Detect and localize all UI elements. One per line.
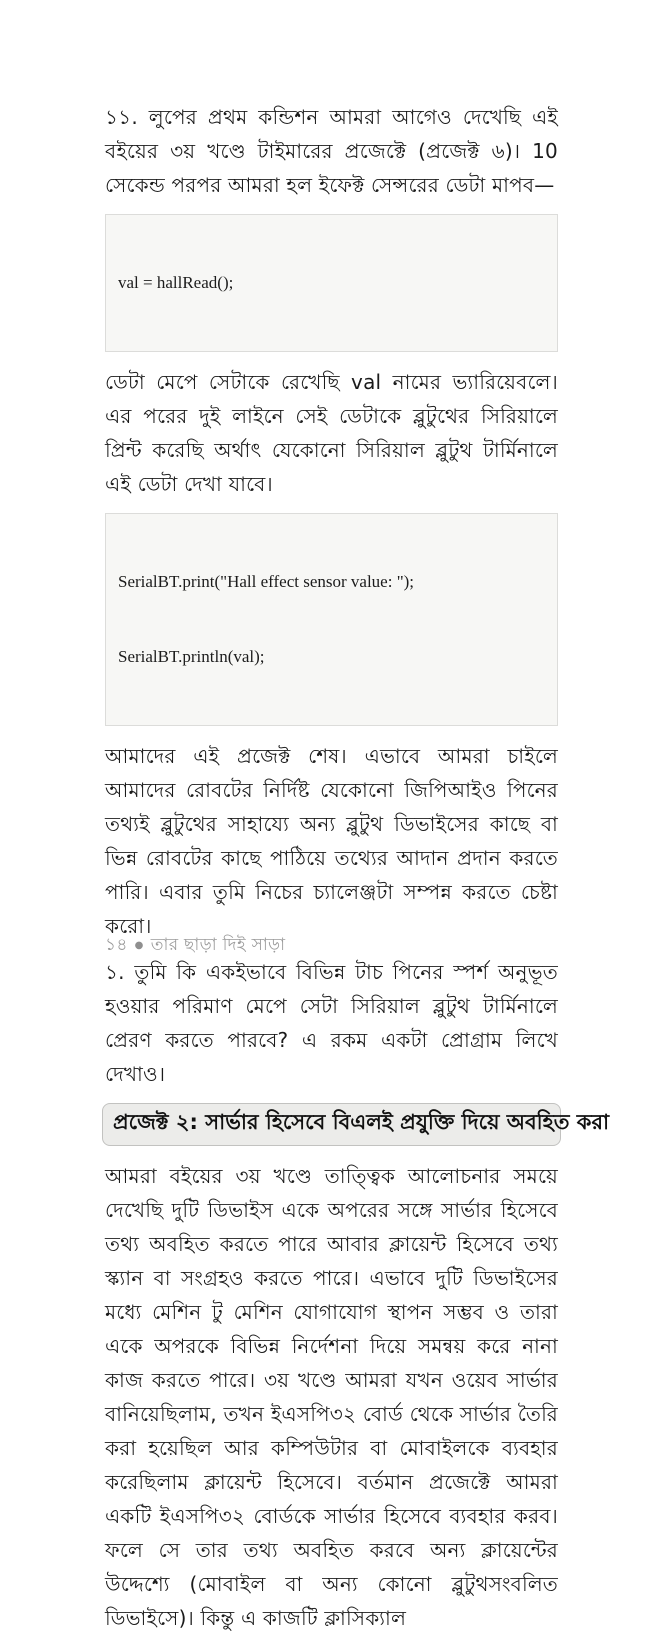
page-footer xyxy=(105,932,285,960)
code-line: SerialBT.println(val); xyxy=(118,647,265,666)
code-block-serialbt xyxy=(105,513,558,726)
code-line: val = hallRead(); xyxy=(118,273,234,292)
page-number: ১৪ xyxy=(105,935,128,955)
code-line: SerialBT.print("Hall effect sensor value: "); xyxy=(118,572,415,591)
footer-separator-dot: ● xyxy=(134,940,144,951)
code-block-hallread xyxy=(105,214,558,352)
section-heading-project-2: প্রজেক্ট ২: সার্ভার হিসেবে বিএলই প্রযুক্তি দিয়ে অবহিত করা xyxy=(102,1103,561,1146)
book-title: তার ছাড়া দিই সাড়া xyxy=(150,935,286,955)
paragraph-challenge: ১. তুমি কি একইভাবে বিভিন্ন টাচ পিনের স্পর্শ অনুভূত হওয়ার পরিমাণ মেপে সেটা সিরিয়াল ব্লুটুথ টার্মিনালে প্রেরণ করতে পারবে? এ রকম একটা প্রোগ্রাম লিখে দেখাও। xyxy=(105,960,558,1086)
paragraph-timer-intro: ১১. লুপের প্রথম কন্ডিশন আমরা আগেও দেখেছি এই বইয়ের ৩য় খণ্ডে টাইমারের প্রজেক্টে (প্রজেক্ট ৬)। 10 সেকেন্ড পরপর আমরা হল ইফেক্ট সেন্সরের ডেটা মাপব— xyxy=(105,105,558,197)
paragraph-ble-server: আমরা বইয়ের ৩য় খণ্ডে তাত্ত্বিক আলোচনার সময়ে দেখেছি দুটি ডিভাইস একে অপরের সঙ্গে সার্ভার হিসেবে তথ্য অবহিত করতে পারে আবার ক্লায়েন্ট হিসেবে তথ্য স্ক্যান বা সংগ্রহও করতে পারে। এভাবে দুটি ডিভাইসের মধ্যে মেশিন টু মেশিন যোগাযোগ স্থাপন সম্ভব ও তারা একে অপরকে বিভিন্ন নির্দেশনা দিয়ে সমন্বয় করে নানা কাজ করতে পারে। ৩য় খণ্ডে আমরা যখন ওয়েব সার্ভার বানিয়েছিলাম, তখন ইএসপি৩২ বোর্ড থেকে সার্ভার তৈরি করা হয়েছিল আর কম্পিউটার বা মোবাইলকে ব্যবহার করেছিলাম ক্লায়েন্ট হিসেবে। বর্তমান প্রজেক্টে আমরা একটি ইএসপি৩২ বোর্ডকে সার্ভার হিসেবে ব্যবহার করব। ফলে সে তার তথ্য অবহিত করবে অন্য ক্লায়েন্টের উদ্দেশ্যে (মোবাইল বা অন্য কোনো ব্লুটুথসংবলিত ডিভাইসে)। কিন্তু এ কাজটি ক্লাসিক্যাল xyxy=(105,1164,558,1630)
paragraph-project-end: আমাদের এই প্রজেক্ট শেষ। এভাবে আমরা চাইলে আমাদের রোবটের নির্দিষ্ট যেকোনো জিপিআইও পিনের তথ্যই ব্লুটুথের সাহায্যে অন্য ব্লুটুথ ডিভাইসের কাছে বা ভিন্ন রোবটের কাছে পাঠিয়ে তথ্যের আদান প্রদান করতে পারি। এবার তুমি নিচের চ্যালেঞ্জটা সম্পন্ন করতে চেষ্টা করো। xyxy=(105,744,558,938)
paragraph-val-variable: ডেটা মেপে সেটাকে রেখেছি val নামের ভ্যারিয়েবলে। এর পরের দুই লাইনে সেই ডেটাকে ব্লুটুথের সিরিয়ালে প্রিন্ট করেছি অর্থাৎ যেকোনো সিরিয়াল ব্লুটুথ টার্মিনালে এই ডেটা দেখা যাবে। xyxy=(105,370,558,496)
